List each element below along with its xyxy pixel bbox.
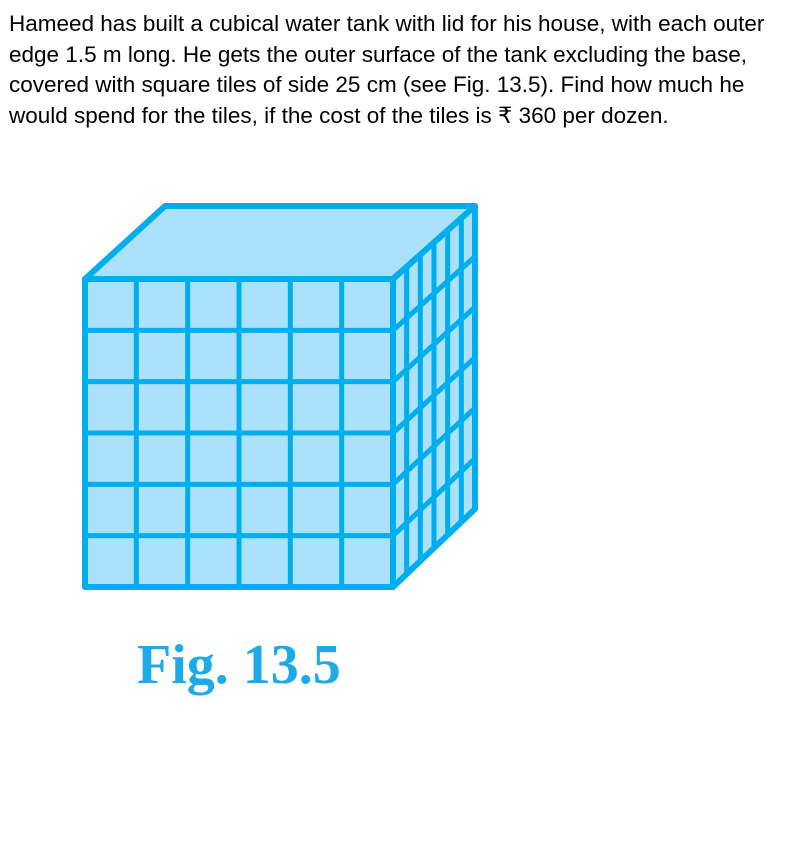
question-text: Hameed has built a cubical water tank with lid for his house, with each outer edge 1.5 m long. He gets the outer surface of the tank excluding the base, covered with square tiles of side 25 cm (see Fig. 13.5). Find how much he would spend for the tiles, if the cost of the tiles is ₹ 360 per dozen. xyxy=(9,11,765,128)
tiled-cube-figure xyxy=(0,190,800,730)
cube-front-face xyxy=(85,279,393,587)
figure-caption: Fig. 13.5 xyxy=(137,634,341,696)
